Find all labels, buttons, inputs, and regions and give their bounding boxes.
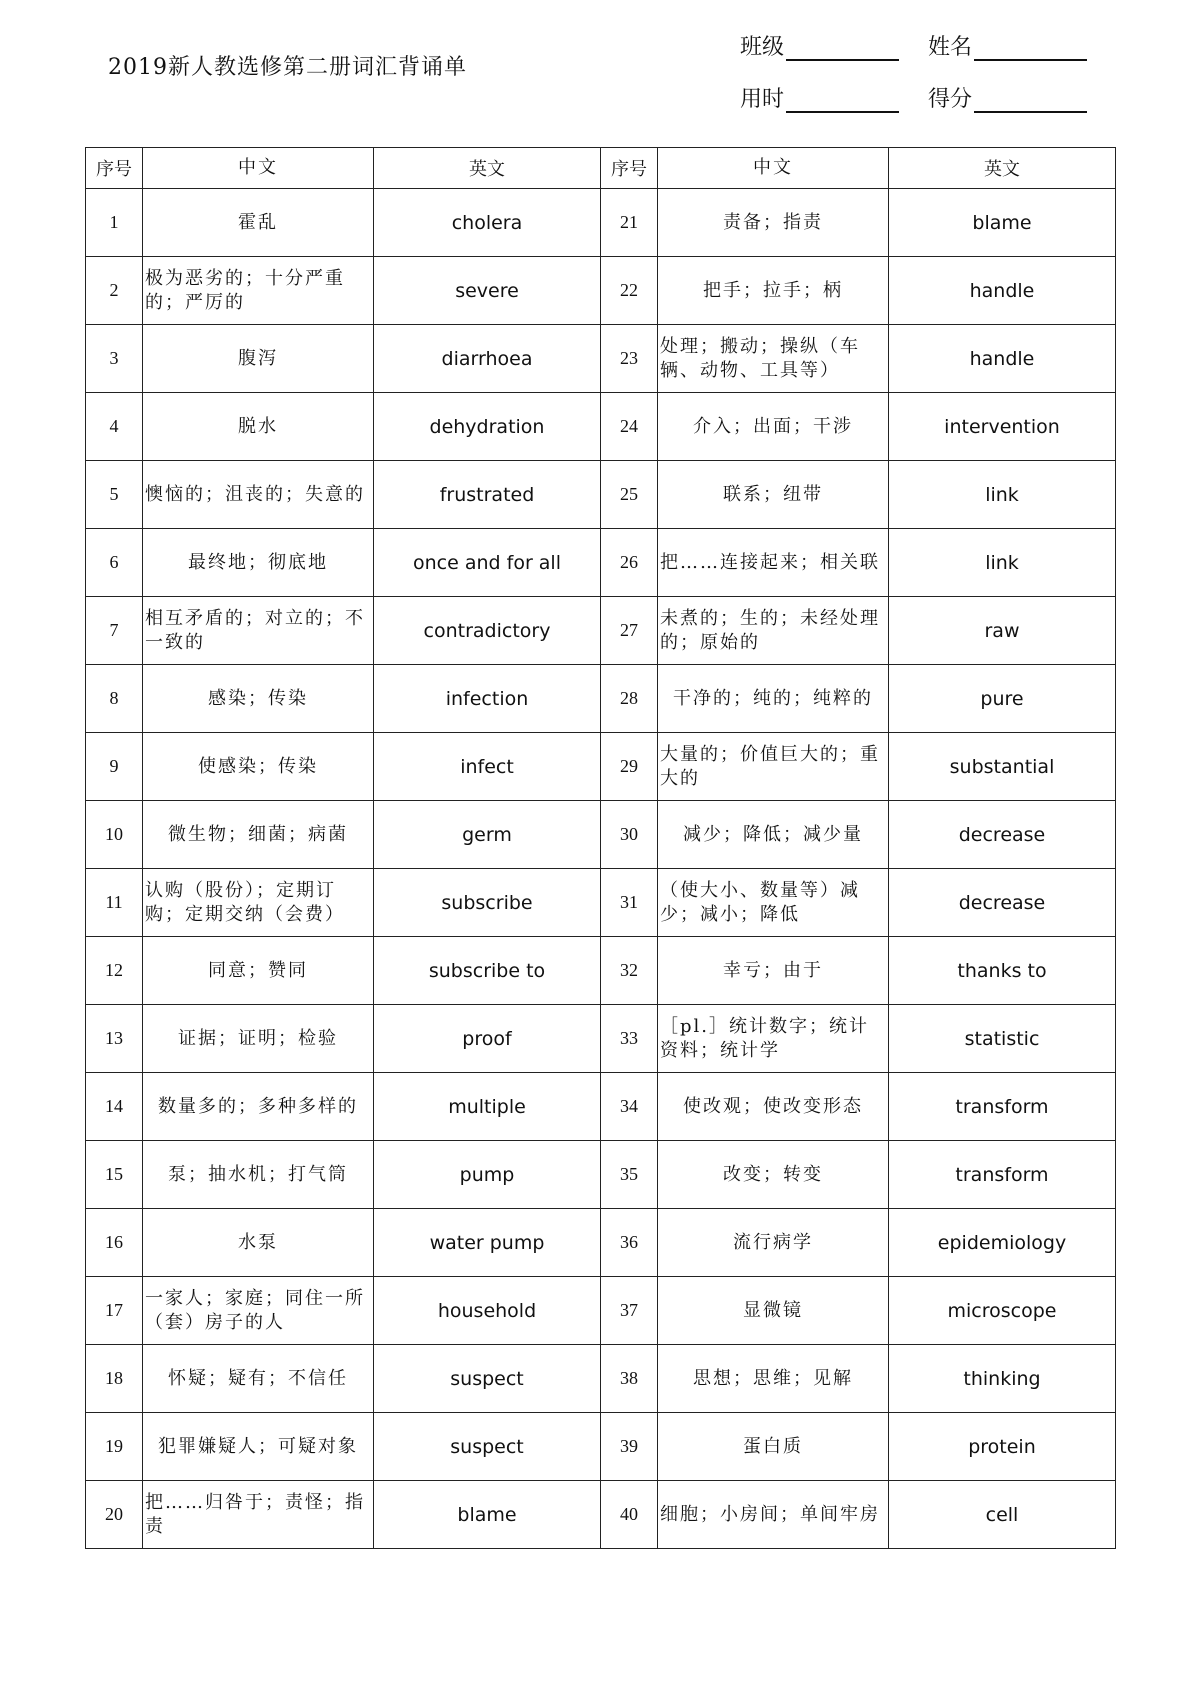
- chinese-meaning: 流行病学: [658, 1209, 889, 1277]
- word-number: 36: [601, 1209, 658, 1277]
- word-number: 32: [601, 937, 658, 1005]
- time-label: 用时: [740, 87, 785, 112]
- chinese-meaning: 泵；抽水机；打气筒: [143, 1141, 374, 1209]
- document-title: 2019新人教选修第二册词汇背诵单: [108, 55, 467, 80]
- time-blank[interactable]: [786, 91, 899, 113]
- chinese-meaning: 大量的；价值巨大的；重大的: [658, 733, 889, 801]
- name-blank[interactable]: [974, 39, 1087, 61]
- table-row: [86, 1005, 1116, 1073]
- chinese-meaning: 蛋白质: [658, 1413, 889, 1481]
- word-number: 19: [86, 1413, 143, 1481]
- word-number: 2: [86, 257, 143, 325]
- word-number: 27: [601, 597, 658, 665]
- chinese-meaning: 感染；传染: [143, 665, 374, 733]
- english-word: link: [889, 461, 1116, 529]
- word-number: 29: [601, 733, 658, 801]
- chinese-meaning: 幸亏；由于: [658, 937, 889, 1005]
- english-word: germ: [374, 801, 601, 869]
- word-number: 18: [86, 1345, 143, 1413]
- header-number-left: 序号: [86, 148, 143, 189]
- english-word: protein: [889, 1413, 1116, 1481]
- english-word: suspect: [374, 1345, 601, 1413]
- english-word: thinking: [889, 1345, 1116, 1413]
- table-row: [86, 665, 1116, 733]
- chinese-meaning: 一家人；家庭；同住一所（套）房子的人: [143, 1277, 374, 1345]
- english-word: frustrated: [374, 461, 601, 529]
- english-word: substantial: [889, 733, 1116, 801]
- chinese-meaning: （使大小、数量等）减少；减小；降低: [658, 869, 889, 937]
- english-word: severe: [374, 257, 601, 325]
- english-word: handle: [889, 325, 1116, 393]
- english-word: household: [374, 1277, 601, 1345]
- word-number: 13: [86, 1005, 143, 1073]
- word-number: 26: [601, 529, 658, 597]
- chinese-meaning: 脱水: [143, 393, 374, 461]
- english-word: subscribe to: [374, 937, 601, 1005]
- english-word: blame: [889, 189, 1116, 257]
- english-word: infection: [374, 665, 601, 733]
- table-row: [86, 325, 1116, 393]
- english-word: transform: [889, 1073, 1116, 1141]
- table-row: [86, 1141, 1116, 1209]
- word-number: 37: [601, 1277, 658, 1345]
- word-number: 35: [601, 1141, 658, 1209]
- english-word: pump: [374, 1141, 601, 1209]
- table-row: [86, 1209, 1116, 1277]
- table-row: [86, 1413, 1116, 1481]
- chinese-meaning: 责备；指责: [658, 189, 889, 257]
- english-word: cell: [889, 1481, 1116, 1549]
- header-chinese-right: 中文: [658, 148, 889, 189]
- word-number: 24: [601, 393, 658, 461]
- chinese-meaning: 相互矛盾的；对立的；不一致的: [143, 597, 374, 665]
- english-word: water pump: [374, 1209, 601, 1277]
- table-row: [86, 597, 1116, 665]
- word-number: 9: [86, 733, 143, 801]
- table-row: [86, 189, 1116, 257]
- chinese-meaning: 显微镜: [658, 1277, 889, 1345]
- english-word: infect: [374, 733, 601, 801]
- chinese-meaning: 最终地；彻底地: [143, 529, 374, 597]
- word-number: 15: [86, 1141, 143, 1209]
- word-number: 31: [601, 869, 658, 937]
- word-number: 17: [86, 1277, 143, 1345]
- chinese-meaning: 证据；证明；检验: [143, 1005, 374, 1073]
- english-word: suspect: [374, 1413, 601, 1481]
- table-row: [86, 1345, 1116, 1413]
- score-field: [928, 82, 1087, 113]
- word-number: 12: [86, 937, 143, 1005]
- name-label: 姓名: [928, 35, 973, 60]
- header-number-right: 序号: [601, 148, 658, 189]
- table-row: [86, 461, 1116, 529]
- chinese-meaning: 微生物；细菌；病菌: [143, 801, 374, 869]
- name-field: [928, 30, 1087, 61]
- chinese-meaning: 极为恶劣的；十分严重的；严厉的: [143, 257, 374, 325]
- english-word: subscribe: [374, 869, 601, 937]
- word-number: 33: [601, 1005, 658, 1073]
- word-number: 16: [86, 1209, 143, 1277]
- chinese-meaning: 处理；搬动；操纵（车辆、动物、工具等）: [658, 325, 889, 393]
- word-number: 25: [601, 461, 658, 529]
- chinese-meaning: 使改观；使改变形态: [658, 1073, 889, 1141]
- chinese-meaning: 同意；赞同: [143, 937, 374, 1005]
- english-word: handle: [889, 257, 1116, 325]
- chinese-meaning: 数量多的；多种多样的: [143, 1073, 374, 1141]
- table-row: [86, 869, 1116, 937]
- english-word: diarrhoea: [374, 325, 601, 393]
- word-number: 21: [601, 189, 658, 257]
- english-word: thanks to: [889, 937, 1116, 1005]
- word-number: 28: [601, 665, 658, 733]
- chinese-meaning: 思想；思维；见解: [658, 1345, 889, 1413]
- english-word: raw: [889, 597, 1116, 665]
- word-number: 14: [86, 1073, 143, 1141]
- word-number: 20: [86, 1481, 143, 1549]
- english-word: intervention: [889, 393, 1116, 461]
- english-word: cholera: [374, 189, 601, 257]
- table-row: [86, 257, 1116, 325]
- header-english-right: 英文: [889, 148, 1116, 189]
- word-number: 1: [86, 189, 143, 257]
- word-number: 22: [601, 257, 658, 325]
- table-row: [86, 1481, 1116, 1549]
- chinese-meaning: ［pl.］统计数字；统计资料；统计学: [658, 1005, 889, 1073]
- chinese-meaning: 联系；纽带: [658, 461, 889, 529]
- english-word: decrease: [889, 869, 1116, 937]
- class-field: [740, 30, 899, 61]
- chinese-meaning: 水泵: [143, 1209, 374, 1277]
- table-row: [86, 393, 1116, 461]
- english-word: blame: [374, 1481, 601, 1549]
- chinese-meaning: 改变；转变: [658, 1141, 889, 1209]
- word-number: 40: [601, 1481, 658, 1549]
- chinese-meaning: 使感染；传染: [143, 733, 374, 801]
- score-blank[interactable]: [974, 91, 1087, 113]
- chinese-meaning: 认购（股份）；定期订购；定期交纳（会费）: [143, 869, 374, 937]
- chinese-meaning: 霍乱: [143, 189, 374, 257]
- chinese-meaning: 懊恼的；沮丧的；失意的: [143, 461, 374, 529]
- table-row: [86, 733, 1116, 801]
- header-english-left: 英文: [374, 148, 601, 189]
- word-number: 38: [601, 1345, 658, 1413]
- english-word: pure: [889, 665, 1116, 733]
- class-blank[interactable]: [786, 39, 899, 61]
- word-number: 23: [601, 325, 658, 393]
- time-field: [740, 82, 899, 113]
- chinese-meaning: 干净的；纯的；纯粹的: [658, 665, 889, 733]
- chinese-meaning: 未煮的；生的；未经处理的；原始的: [658, 597, 889, 665]
- chinese-meaning: 把……连接起来；相关联: [658, 529, 889, 597]
- chinese-meaning: 怀疑；疑有；不信任: [143, 1345, 374, 1413]
- word-number: 4: [86, 393, 143, 461]
- english-word: proof: [374, 1005, 601, 1073]
- english-word: dehydration: [374, 393, 601, 461]
- word-number: 11: [86, 869, 143, 937]
- score-label: 得分: [928, 87, 973, 112]
- table-row: [86, 801, 1116, 869]
- vocabulary-table: [85, 147, 1116, 1549]
- english-word: multiple: [374, 1073, 601, 1141]
- table-header-row: [86, 148, 1116, 189]
- english-word: decrease: [889, 801, 1116, 869]
- class-label: 班级: [740, 35, 785, 60]
- english-word: contradictory: [374, 597, 601, 665]
- word-number: 3: [86, 325, 143, 393]
- word-number: 6: [86, 529, 143, 597]
- word-number: 8: [86, 665, 143, 733]
- english-word: link: [889, 529, 1116, 597]
- word-number: 39: [601, 1413, 658, 1481]
- word-number: 34: [601, 1073, 658, 1141]
- word-number: 5: [86, 461, 143, 529]
- word-number: 10: [86, 801, 143, 869]
- english-word: statistic: [889, 1005, 1116, 1073]
- english-word: once and for all: [374, 529, 601, 597]
- english-word: epidemiology: [889, 1209, 1116, 1277]
- chinese-meaning: 减少；降低；减少量: [658, 801, 889, 869]
- chinese-meaning: 细胞；小房间；单间牢房: [658, 1481, 889, 1549]
- table-row: [86, 937, 1116, 1005]
- chinese-meaning: 犯罪嫌疑人；可疑对象: [143, 1413, 374, 1481]
- chinese-meaning: 把……归咎于；责怪；指责: [143, 1481, 374, 1549]
- chinese-meaning: 介入；出面；干涉: [658, 393, 889, 461]
- chinese-meaning: 把手；拉手；柄: [658, 257, 889, 325]
- header-chinese-left: 中文: [143, 148, 374, 189]
- table-row: [86, 1073, 1116, 1141]
- english-word: transform: [889, 1141, 1116, 1209]
- table-row: [86, 529, 1116, 597]
- table-row: [86, 1277, 1116, 1345]
- word-number: 7: [86, 597, 143, 665]
- word-number: 30: [601, 801, 658, 869]
- chinese-meaning: 腹泻: [143, 325, 374, 393]
- english-word: microscope: [889, 1277, 1116, 1345]
